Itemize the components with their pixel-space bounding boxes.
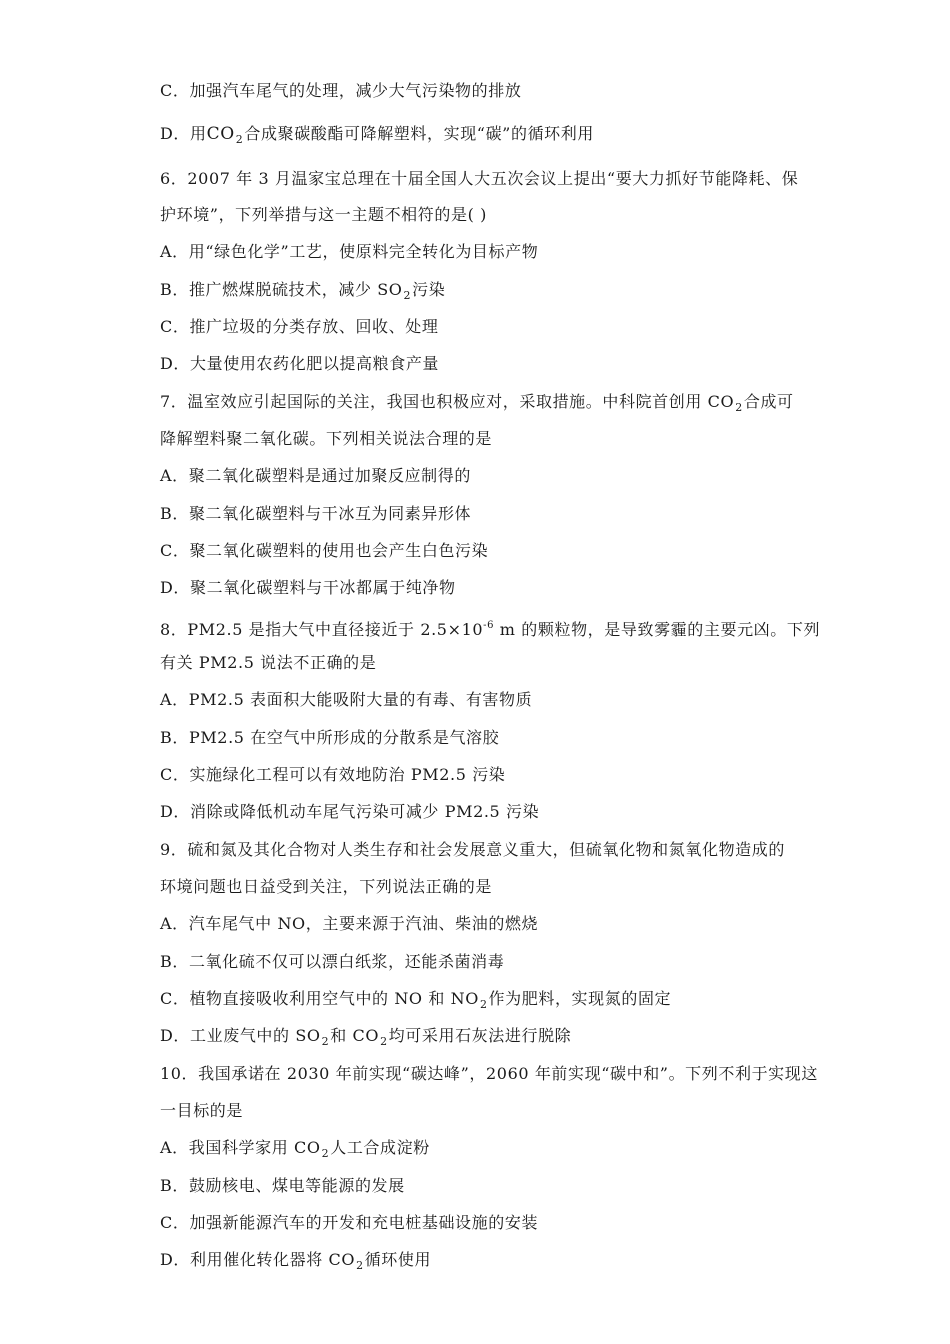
q9-option-c-sub: 2 [479,998,488,1011]
q6-stem-line1: 6．2007 年 3 月温家宝总理在十届全国人大五次会议上提出“要大力抓好节能降耗、保 [160,169,799,188]
q8-stem-line2: 有关 PM2.5 说法不正确的是 [160,653,377,672]
q6-option-b-sub: 2 [403,289,412,302]
q10-option-a-sub: 2 [321,1147,330,1160]
q8-option-c: C．实施绿化工程可以有效地防治 PM2.5 污染 [160,765,506,784]
q6-option-a: A．用“绿色化学”工艺，使原料完全转化为目标产物 [160,242,539,261]
q5-option-d-formula: CO [206,124,235,144]
q9-option-d-mid: 和 CO [330,1026,380,1045]
q10-option-a-post: 人工合成淀粉 [330,1138,430,1157]
q9-option-c [160,988,671,1016]
q9-option-d-sub1: 2 [321,1035,330,1048]
q5-option-d [160,123,594,151]
q6-option-b-post: 污染 [412,280,446,299]
q10-option-c: C．加强新能源汽车的开发和充电桩基础设施的安装 [160,1213,539,1232]
q9-option-d-pre: D．工业废气中的 SO [160,1026,321,1045]
q8-option-b: B．PM2.5 在空气中所形成的分散系是气溶胶 [160,728,500,747]
q5-option-d-post: 合成聚碳酸酯可降解塑料，实现“碳”的循环利用 [244,124,594,143]
q10-option-a [160,1137,430,1165]
q7-stem-line2: 降解塑料聚二氧化碳。下列相关说法合理的是 [160,429,493,448]
q5-option-d-sub: 2 [235,133,244,146]
q9-option-d-sub2: 2 [380,1035,388,1048]
q8-stem-line1 [160,615,820,641]
q10-option-d [160,1249,431,1277]
q10-stem-line1: 10．我国承诺在 2030 年前实现“碳达峰”，2060 年前实现“碳中和”。下列不利于实现这 [160,1064,818,1083]
q7-stem-sub: 2 [735,401,743,414]
q9-stem-line2: 环境问题也日益受到关注，下列说法正确的是 [160,877,493,896]
q10-option-a-pre: A．我国科学家用 CO [160,1138,321,1157]
q9-option-d [160,1025,571,1053]
q9-option-a: A．汽车尾气中 NO，主要来源于汽油、柴油的燃烧 [160,914,539,933]
q5-option-d-pre: D．用 [160,124,207,143]
q5-option-c: C．加强汽车尾气的处理，减少大气污染物的排放 [160,81,522,100]
q10-option-d-post: 循环使用 [364,1250,432,1269]
q8-option-d: D．消除或降低机动车尾气污染可减少 PM2.5 污染 [160,802,540,821]
q7-option-a: A．聚二氧化碳塑料是通过加聚反应制得的 [160,466,471,485]
q8-stem-pre: 8．PM2.5 是指大气中直径接近于 2.5×10 [160,620,484,639]
q6-stem-line2: 护环境”，下列举措与这一主题不相符的是( ) [160,205,487,224]
q10-option-d-pre: D．利用催化转化器将 CO [160,1250,356,1269]
q7-option-b: B．聚二氧化碳塑料与干冰互为同素异形体 [160,504,472,523]
q9-option-b: B．二氧化硫不仅可以漂白纸浆，还能杀菌消毒 [160,952,505,971]
q10-option-b: B．鼓励核电、煤电等能源的发展 [160,1176,405,1195]
q9-option-c-pre: C．植物直接吸收利用空气中的 NO 和 NO [160,989,479,1008]
q8-option-a: A．PM2.5 表面积大能吸附大量的有毒、有害物质 [160,690,533,709]
q7-option-d: D．聚二氧化碳塑料与干冰都属于纯净物 [160,578,456,597]
q9-option-d-post: 均可采用石灰法进行脱除 [388,1026,572,1045]
q10-option-d-sub: 2 [356,1259,364,1272]
q6-option-d: D．大量使用农药化肥以提高粮食产量 [160,354,440,373]
q7-option-c: C．聚二氧化碳塑料的使用也会产生白色污染 [160,541,489,560]
q7-stem-pre: 7．温室效应引起国际的关注，我国也积极应对，采取措施。中科院首创用 CO [160,392,735,411]
q9-option-c-post: 作为肥料，实现氮的固定 [488,989,672,1008]
q10-stem-line2: 一目标的是 [160,1101,244,1120]
q8-stem-sup: -6 [483,620,495,631]
q7-stem-line1 [160,391,794,419]
q9-stem-line1: 9．硫和氮及其化合物对人类生存和社会发展意义重大，但硫氧化物和氮氧化物造成的 [160,840,785,859]
q6-option-b-pre: B．推广燃煤脱硫技术，减少 SO [160,280,403,299]
q6-option-b [160,279,445,307]
q6-option-c: C．推广垃圾的分类存放、回收、处理 [160,317,439,336]
q8-stem-post: m 的颗粒物，是导致雾霾的主要元凶。下列 [494,620,821,639]
q7-stem-post: 合成可 [743,392,794,411]
